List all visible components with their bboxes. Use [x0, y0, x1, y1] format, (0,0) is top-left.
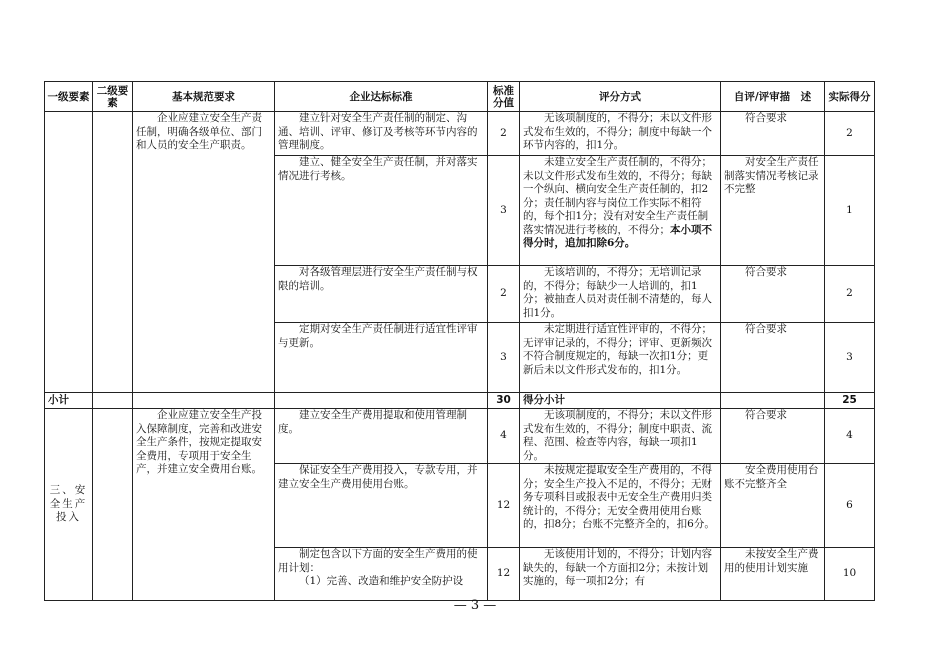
actual-cell: 4 [825, 409, 875, 464]
review-cell: 符合要求 [721, 112, 825, 156]
score-cell: 12 [488, 464, 520, 548]
method-cell: 未按规定提取安全生产费用的，不得分；安全生产投入不足的，不得分；无财务专项科目或报表中无安全生产费用归类统计的，不得分；无安全费用使用台账的，扣8分；台账不完整齐全的，扣6分。 [520, 464, 721, 548]
method-text: 未建立安全生产责任制的，不得分；未以文件形式发布生效的，不得分；每缺一个纵向、横向安全生产责任制的，扣2分；责任制内容与岗位工作实际不相符的，每个扣1分；没有对安全生产责任制落实情况进行考核的，不得分； [523, 156, 712, 236]
score-cell: 3 [488, 323, 520, 393]
level1-cell-empty [45, 112, 93, 393]
requirement-cell: 企业应建立安全生产投入保障制度，完善和改进安全生产条件，按规定提取安全费用，专项用于安全生产，并建立安全费用台账。 [133, 409, 275, 601]
standard-cell: 建立、健全安全生产责任制，并对落实情况进行考核。 [275, 156, 488, 266]
level2-cell-empty [93, 112, 133, 393]
header-row [45, 82, 875, 112]
score-cell: 2 [488, 266, 520, 323]
actual-cell: 1 [825, 156, 875, 266]
standard-item-text: （1）完善、改造和维护安全防护设 [299, 575, 464, 587]
score-cell: 3 [488, 156, 520, 266]
subtotal-actual: 25 [825, 393, 875, 409]
table-row [45, 409, 875, 464]
subtotal-row [45, 393, 875, 409]
level2-cell-empty [93, 409, 133, 601]
actual-cell: 6 [825, 464, 875, 548]
review-cell: 安全费用使用台账不完整齐全 [721, 464, 825, 548]
method-cell: 未定期进行适宜性评审的，不得分；无评审记录的，不得分；评审、更新频次不符合制度规定的，每缺一次扣1分；更新后未以文件形式发布的，扣1分。 [520, 323, 721, 393]
standard-cell: 建立安全生产费用提取和使用管理制度。 [275, 409, 488, 464]
requirement-cell: 企业应建立安全生产责任制，明确各级单位、部门和人员的安全生产职责。 [133, 112, 275, 393]
header-method: 评分方式 [520, 82, 721, 112]
header-level1: 一级要素 [45, 82, 93, 112]
subtotal-score: 30 [488, 393, 520, 409]
method-cell [520, 156, 721, 266]
subtotal-score-label: 得分小计 [520, 393, 721, 409]
score-cell: 12 [488, 548, 520, 601]
standard-cell: 建立针对安全生产责任制的制定、沟通、培训、评审、修订及考核等环节内容的管理制度。 [275, 112, 488, 156]
score-cell: 2 [488, 112, 520, 156]
review-cell: 未按安全生产费用的使用计划实施 [721, 548, 825, 601]
level1-element-cell: 三、安全生产投入 [45, 409, 93, 601]
method-cell: 无该项制度的，不得分；未以文件形式发布生效的，不得分；制度中职责、流程、范围、检查等内容，每缺一项扣1分。 [520, 409, 721, 464]
subtotal-label: 小计 [45, 393, 93, 409]
standard-cell: 定期对安全生产责任制进行适宜性评审与更新。 [275, 323, 488, 393]
standard-text: 制定包含以下方面的安全生产费用的使用计划： [278, 548, 478, 574]
standards-table [44, 81, 875, 601]
table-row [45, 112, 875, 156]
score-cell: 4 [488, 409, 520, 464]
header-score: 标准分值 [488, 82, 520, 112]
actual-cell: 10 [825, 548, 875, 601]
subtotal-empty-2 [93, 393, 133, 409]
subtotal-empty-4 [275, 393, 488, 409]
subtotal-empty-7 [721, 393, 825, 409]
page-number: — 3 — [453, 598, 497, 613]
review-cell: 符合要求 [721, 409, 825, 464]
review-cell: 符合要求 [721, 266, 825, 323]
review-cell: 对安全生产责任制落实情况考核记录不完整 [721, 156, 825, 266]
header-actual: 实际得分 [825, 82, 875, 112]
standard-cell: 对各级管理层进行安全生产责任制与权限的培训。 [275, 266, 488, 323]
standard-cell [275, 548, 488, 601]
actual-cell: 2 [825, 266, 875, 323]
subtotal-empty-3 [133, 393, 275, 409]
method-cell: 无该培训的，不得分；无培训记录的，不得分；每缺少一人培训的，扣1分；被抽查人员对责任制不清楚的，每人扣1分。 [520, 266, 721, 323]
header-review: 自评/评审描 述 [721, 82, 825, 112]
method-cell: 无该使用计划的，不得分；计划内容缺失的，每缺一个方面扣2分；未按计划实施的，每一项扣2分；有 [520, 548, 721, 601]
header-requirement: 基本规范要求 [133, 82, 275, 112]
review-cell: 符合要求 [721, 323, 825, 393]
actual-cell: 3 [825, 323, 875, 393]
method-cell: 无该项制度的，不得分；未以文件形式发布生效的，不得分；制度中每缺一个环节内容的，扣1分。 [520, 112, 721, 156]
header-level2: 二级要素 [93, 82, 133, 112]
standard-cell: 保证安全生产费用投入，专款专用，并建立安全生产费用使用台账。 [275, 464, 488, 548]
method-penalty-text: 本小项不得分时，追加扣除6分。 [523, 223, 712, 249]
header-standard: 企业达标标准 [275, 82, 488, 112]
actual-cell: 2 [825, 112, 875, 156]
